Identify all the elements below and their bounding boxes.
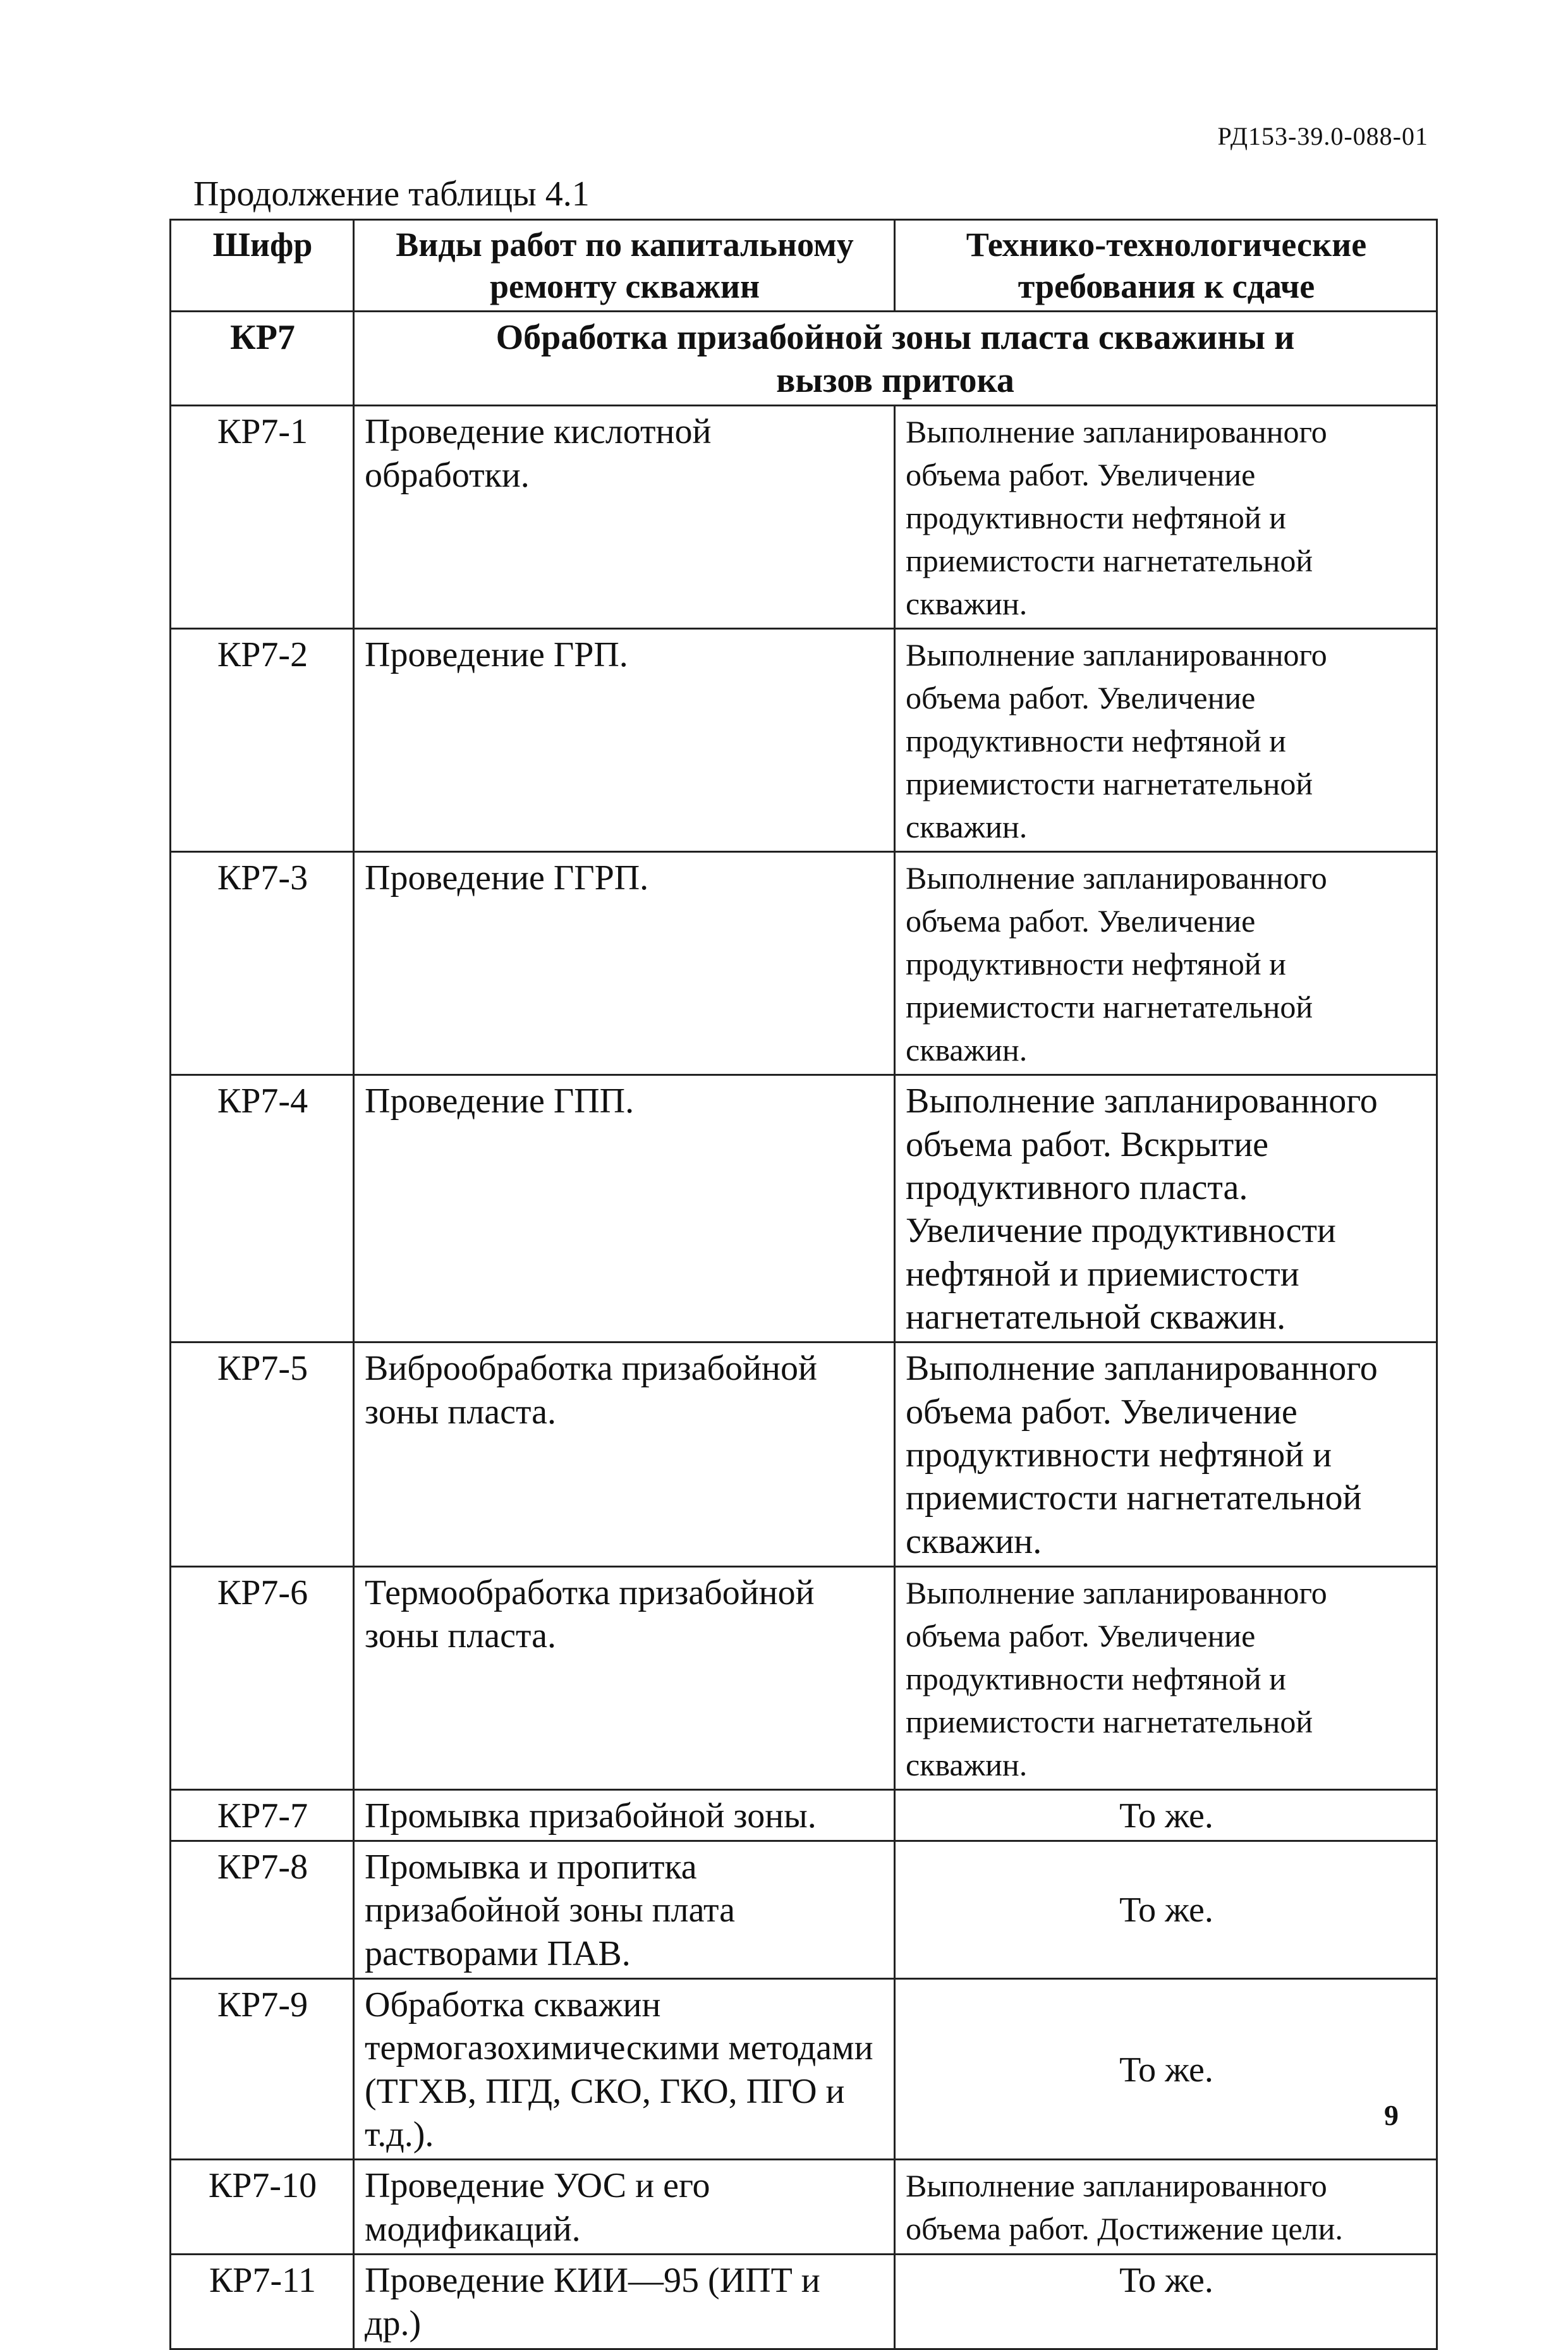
row-work: Обработка скважин термогазохимическими методами (ТГХВ, ПГД, СКО, ГКО, ПГО и т.д.). <box>354 1979 895 2160</box>
row-requirements: Выполнение запланированного объема работ. Увеличение продуктивности нефтяной и приемистости нагнетательной скважин. <box>895 852 1437 1075</box>
row-code: КР7-6 <box>171 1566 354 1789</box>
row-code: КР7-11 <box>171 2254 354 2349</box>
table-row <box>171 629 1437 852</box>
table-row <box>171 1342 1437 1567</box>
page-number: 9 <box>1384 2099 1399 2131</box>
header-requirements: Технико-технологические требования к сдаче <box>895 220 1437 312</box>
section-row <box>171 311 1437 406</box>
row-work: Виброобработка призабойной зоны пласта. <box>354 1342 895 1567</box>
row-requirements: Выполнение запланированного объема работ. Увеличение продуктивности нефтяной и приемистости нагнетательной скважин. <box>895 406 1437 629</box>
table-row <box>171 1841 1437 1979</box>
row-work: Промывка и пропитка призабойной зоны плата растворами ПАВ. <box>354 1841 895 1979</box>
row-code: КР7-3 <box>171 852 354 1075</box>
table-row <box>171 2160 1437 2255</box>
row-code: КР7-9 <box>171 1979 354 2160</box>
row-code: КР7-8 <box>171 1841 354 1979</box>
row-requirements: Выполнение запланированного объема работ. Увеличение продуктивности нефтяной и приемистости нагнетательной скважин. <box>895 629 1437 852</box>
row-code: КР7-4 <box>171 1075 354 1342</box>
row-requirements: Выполнение запланированного объема работ. Достижение цели. <box>895 2160 1437 2255</box>
table-caption: Продолжение таблицы 4.1 <box>193 174 590 214</box>
table-row <box>171 2254 1437 2349</box>
repair-works-table <box>169 219 1438 2350</box>
header-code: Шифр <box>171 220 354 312</box>
section-title: Обработка призабойной зоны пласта скважины и вызов притока <box>354 311 1437 406</box>
row-requirements: То же. <box>895 1841 1437 1979</box>
table-row <box>171 1566 1437 1789</box>
row-code: КР7-7 <box>171 1789 354 1841</box>
row-requirements: То же. <box>895 1979 1437 2160</box>
row-work: Проведение УОС и его модификаций. <box>354 2160 895 2255</box>
row-work: Проведение кислотной обработки. <box>354 406 895 629</box>
row-work: Проведение ГПП. <box>354 1075 895 1342</box>
row-code: КР7-2 <box>171 629 354 852</box>
table-row <box>171 1979 1437 2160</box>
row-requirements: Выполнение запланированного объема работ. Увеличение продуктивности нефтяной и приемистости нагнетательной скважин. <box>895 1566 1437 1789</box>
table-row <box>171 1075 1437 1342</box>
row-work: Проведение ГРП. <box>354 629 895 852</box>
row-requirements: Выполнение запланированного объема работ. Вскрытие продуктивного пласта. Увеличение продуктивности нефтяной и приемистости нагнетательной скважин. <box>895 1075 1437 1342</box>
section-code: КР7 <box>171 311 354 406</box>
table-header-row <box>171 220 1437 312</box>
row-work: Проведение КИИ—95 (ИПТ и др.) <box>354 2254 895 2349</box>
header-work-type: Виды работ по капитальному ремонту скважин <box>354 220 895 312</box>
row-work: Проведение ГГРП. <box>354 852 895 1075</box>
row-code: КР7-10 <box>171 2160 354 2255</box>
row-requirements: Выполнение запланированного объема работ. Увеличение продуктивности нефтяной и приемистости нагнетательной скважин. <box>895 1342 1437 1567</box>
table-row <box>171 1789 1437 1841</box>
row-code: КР7-1 <box>171 406 354 629</box>
table-row <box>171 406 1437 629</box>
row-requirements: То же. <box>895 2254 1437 2349</box>
row-work: Термообработка призабойной зоны пласта. <box>354 1566 895 1789</box>
document-code: РД153-39.0-088-01 <box>1217 122 1428 150</box>
row-code: КР7-5 <box>171 1342 354 1567</box>
row-requirements: То же. <box>895 1789 1437 1841</box>
row-work: Промывка призабойной зоны. <box>354 1789 895 1841</box>
table-row <box>171 852 1437 1075</box>
